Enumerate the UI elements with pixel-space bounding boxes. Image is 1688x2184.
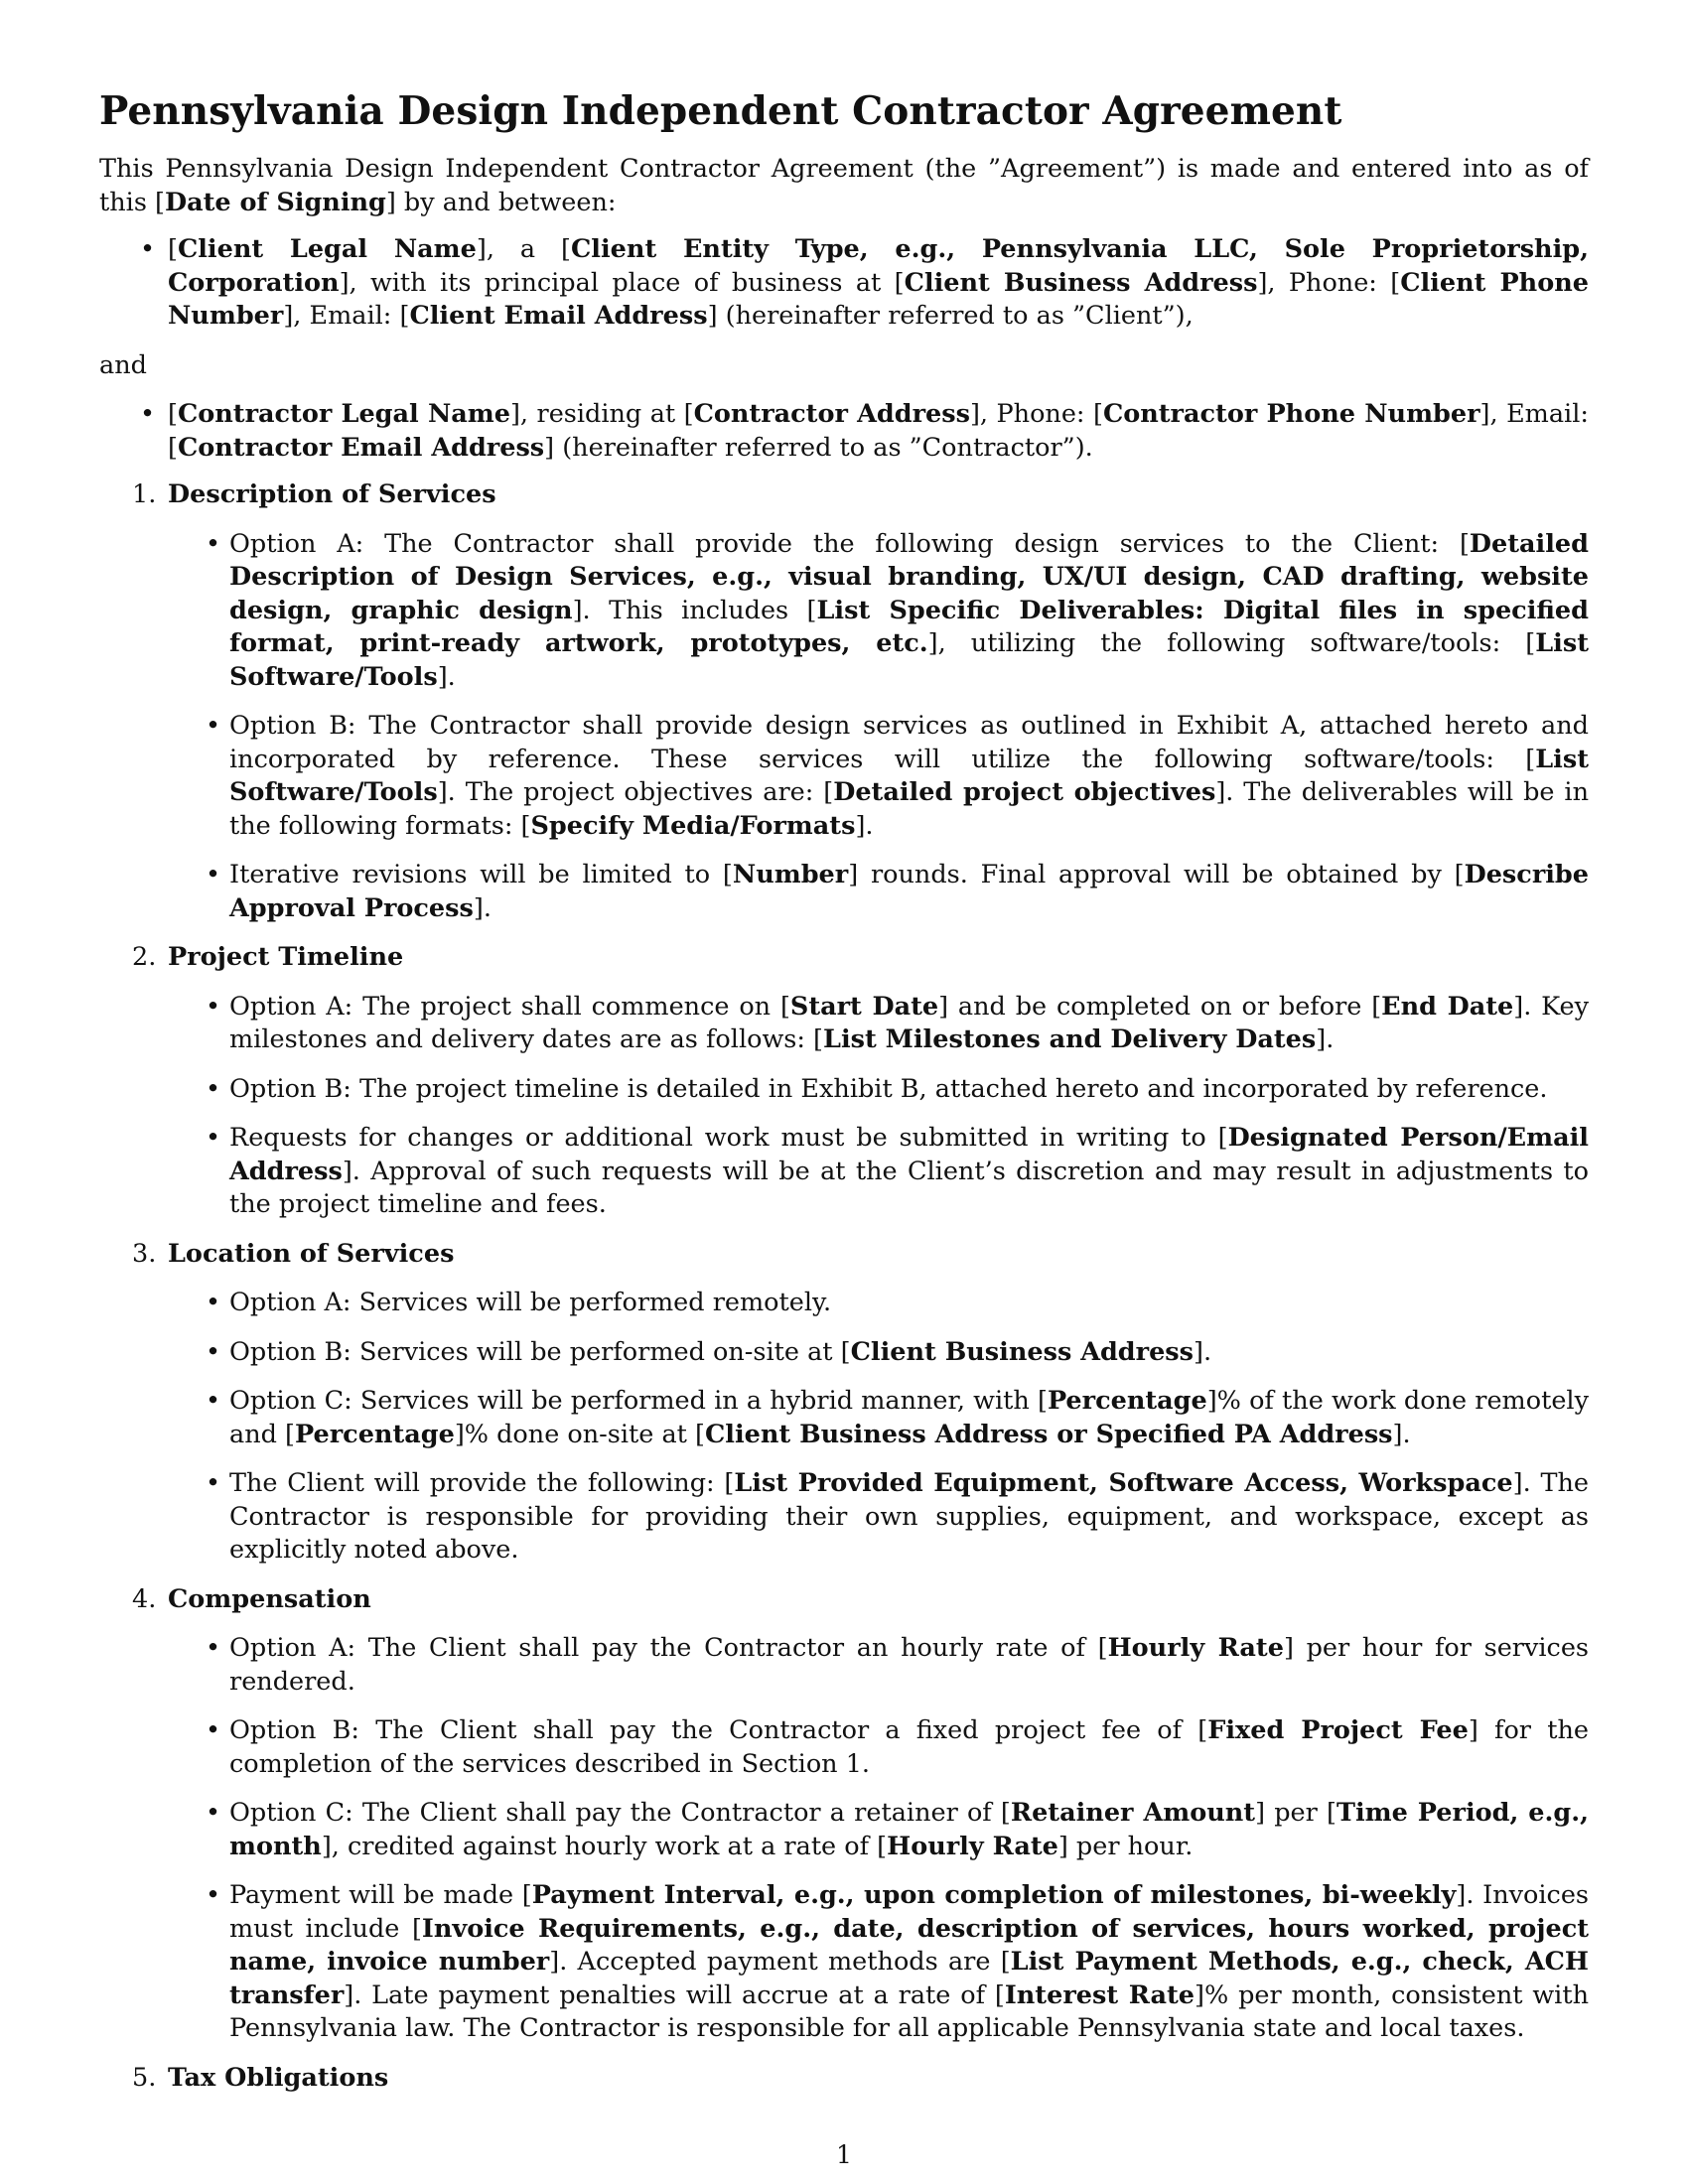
section-item	[99, 1238, 1589, 1568]
placeholder-field: Client Email Address	[409, 301, 708, 331]
placeholder-field: Contractor Email Address	[177, 432, 545, 463]
option-list	[168, 528, 1589, 926]
party-list	[99, 398, 1589, 465]
placeholder-field: Number	[732, 860, 849, 889]
section-title: Project Timeline	[168, 942, 404, 972]
placeholder-field: Client Entity Type, e.g., Pennsylvania LLC, Sole Proprietorship, Corporation	[168, 234, 1589, 298]
placeholder-field: Interest Rate	[1004, 1979, 1196, 2010]
section-number: 1.	[132, 479, 157, 509]
placeholder-field: Describe Approval Process	[229, 860, 1589, 923]
section-item	[99, 941, 1589, 1222]
option-list	[168, 991, 1589, 1222]
placeholder-field: List Milestones and Delivery Dates	[823, 1024, 1317, 1054]
page-number: 1	[836, 2140, 852, 2169]
section-item	[99, 478, 1589, 925]
option-item: • Option A: The project shall commence on [Start Date] and be completed on or before [End Date]. Key milestones and delivery dates are as follows: [List Milestones and Delivery Dates].	[168, 991, 1589, 1057]
contractor-party-item: • [Contractor Legal Name], residing at [Contractor Address], Phone: [Contractor Phone Number], Email: [Contractor Email Address] (hereinafter referred to as ”Contractor”).	[99, 398, 1589, 465]
document-title: Pennsylvania Design Independent Contractor Agreement	[99, 88, 1342, 134]
option-item: • Option B: The Contractor shall provide design services as outlined in Exhibit A, attached hereto and incorporated by reference. These services will utilize the following software/tools: [List Software/Tools]. The project objectives are: [Detailed project objectives]. The deliverables will be in the following formats: [Specify Media/Formats].	[168, 710, 1589, 843]
placeholder-field: List Specific Deliverables: Digital files in specified format, print-ready artwork, prototypes, etc.	[229, 595, 1589, 658]
placeholder-field: List Software/Tools	[229, 744, 1589, 807]
placeholder-field: Percentage	[295, 1419, 455, 1449]
placeholder-field: Hourly Rate	[1107, 1633, 1284, 1663]
document-page	[99, 87, 1589, 2109]
option-item: • The Client will provide the following: [List Provided Equipment, Software Access, Workspace]. The Contractor is responsible for providing their own supplies, equipment, and workspace, except as explicitly noted above.	[168, 1467, 1589, 1568]
client-party-item: • [Client Legal Name], a [Client Entity Type, e.g., Pennsylvania LLC, Sole Proprietorship, Corporation], with its principal place of business at [Client Business Address], Phone: [Client Phone Number], Email: [Client Email Address] (hereinafter referred to as ”Client”),	[99, 233, 1589, 334]
section-number: 5.	[132, 2062, 157, 2093]
placeholder-field: Client Business Address	[850, 1336, 1195, 1367]
intro-paragraph: This Pennsylvania Design Independent Contractor Agreement (the ”Agreement”) is made and entered into as of this [Date of Signing] by and between:	[99, 154, 1589, 217]
section-title: Tax Obligations	[168, 2062, 389, 2093]
placeholder-field: Client Legal Name	[177, 234, 477, 264]
section-list	[99, 478, 1589, 2095]
placeholder-field: Time Period, e.g., month	[229, 1798, 1589, 1861]
placeholder-field: List Provided Equipment, Software Access, Workspace	[734, 1468, 1513, 1498]
placeholder-field: Payment Interval, e.g., upon completion of milestones, bi-weekly	[531, 1880, 1457, 1910]
placeholder-field: List Payment Methods, e.g., check, ACH transfer	[229, 1947, 1589, 2010]
option-item: • Iterative revisions will be limited to [Number] rounds. Final approval will be obtained by [Describe Approval Process].	[168, 859, 1589, 925]
placeholder-field: Invoice Requirements, e.g., date, description of services, hours worked, project name, invoice number	[229, 1913, 1589, 1977]
section-title: Location of Services	[168, 1238, 455, 1269]
option-item: • Option B: The project timeline is detailed in Exhibit B, attached hereto and incorporated by reference.	[168, 1073, 1589, 1107]
option-item: • Option C: The Client shall pay the Contractor a retainer of [Retainer Amount] per [Time Period, e.g., month], credited against hourly work at a rate of [Hourly Rate] per hour.	[168, 1797, 1589, 1863]
section-number: 3.	[132, 1238, 157, 1269]
option-item: • Option C: Services will be performed in a hybrid manner, with [Percentage]% of the work done remotely and [Percentage]% done on-site at [Client Business Address or Specified PA Address].	[168, 1385, 1589, 1451]
section-item	[99, 2062, 1589, 2096]
section-title: Compensation	[168, 1583, 371, 1614]
placeholder-field: Date of Signing	[164, 187, 386, 217]
section-number: 4.	[132, 1583, 157, 1614]
and-text: and	[99, 349, 147, 380]
placeholder-field: Detailed Description of Design Services, e.g., visual branding, UX/UI design, CAD drafting, website design, graphic design	[229, 528, 1589, 625]
placeholder-field: Designated Person/Email Address	[229, 1123, 1589, 1186]
placeholder-field: Detailed project objectives	[833, 777, 1216, 807]
option-item: • Option A: The Contractor shall provide the following design services to the Client: [Detailed Description of Design Services, e.g., visual branding, UX/UI design, CAD drafting, website design, graphic design]. This includes [List Specific Deliverables: Digital files in specified format, print-ready artwork, prototypes, etc.], utilizing the following software/tools: [List Software/Tools].	[168, 528, 1589, 695]
placeholder-field: End Date	[1381, 991, 1514, 1022]
placeholder-field: Contractor Phone Number	[1102, 399, 1480, 429]
option-item: • Option B: Services will be performed on-site at [Client Business Address].	[168, 1336, 1589, 1370]
placeholder-field: Contractor Legal Name	[177, 399, 510, 429]
option-list	[168, 1632, 1589, 2046]
placeholder-field: Start Date	[789, 991, 939, 1022]
placeholder-field: Client Business Address	[904, 267, 1258, 298]
placeholder-field: Specify Media/Formats	[530, 810, 856, 841]
placeholder-field: Retainer Amount	[1010, 1798, 1256, 1828]
placeholder-field: Client Phone Number	[168, 267, 1589, 331]
placeholder-field: Percentage	[1047, 1386, 1207, 1416]
party-list	[99, 233, 1589, 334]
placeholder-field: List Software/Tools	[229, 628, 1589, 692]
option-item: • Option B: The Client shall pay the Contractor a fixed project fee of [Fixed Project Fee] for the completion of the services described in Section 1.	[168, 1714, 1589, 1781]
placeholder-field: Contractor Address	[693, 399, 970, 429]
option-item: • Option A: The Client shall pay the Contractor an hourly rate of [Hourly Rate] per hour for services rendered.	[168, 1632, 1589, 1699]
placeholder-field: Hourly Rate	[887, 1831, 1058, 1861]
placeholder-field: Client Business Address or Specified PA Address	[704, 1419, 1393, 1449]
section-title: Description of Services	[168, 479, 496, 509]
option-item: • Payment will be made [Payment Interval, e.g., upon completion of milestones, bi-weekly]. Invoices must include [Invoice Requirements, e.g., date, description of services, hours worked, project name, invoice number]. Accepted payment methods are [List Payment Methods, e.g., check, ACH transfer]. Late payment penalties will accrue at a rate of [Interest Rate]% per month, consistent with Pennsylvania law. The Contractor is responsible for all applicable Pennsylvania state and local taxes.	[168, 1879, 1589, 2046]
section-number: 2.	[132, 942, 157, 972]
section-item	[99, 1583, 1589, 2046]
option-item: • Option A: Services will be performed remotely.	[168, 1287, 1589, 1320]
option-item: • Requests for changes or additional work must be submitted in writing to [Designated Person/Email Address]. Approval of such requests will be at the Client’s discretion and may result in adjustments to the project timeline and fees.	[168, 1122, 1589, 1222]
placeholder-field: Fixed Project Fee	[1207, 1715, 1469, 1745]
option-list	[168, 1287, 1589, 1568]
